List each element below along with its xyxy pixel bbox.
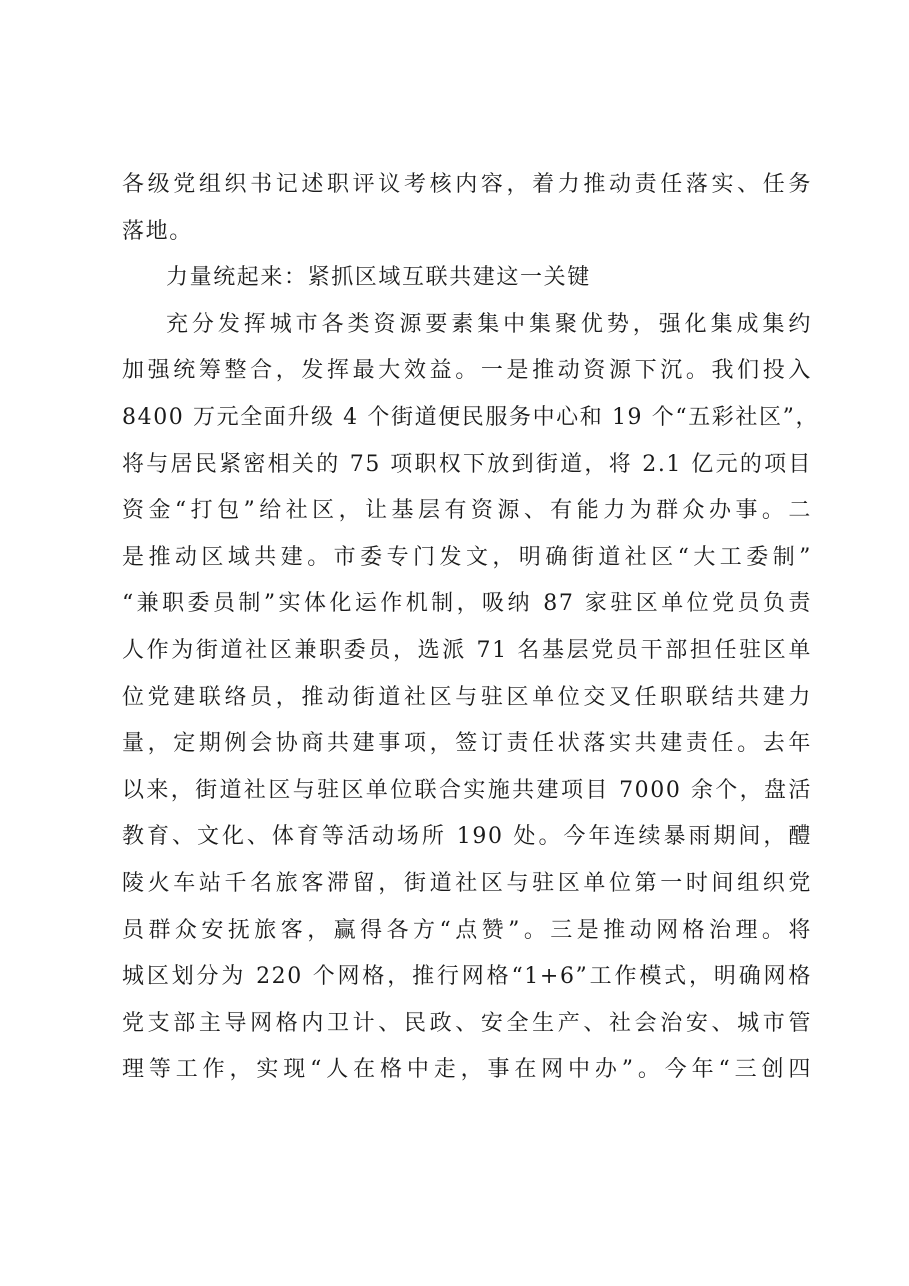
section-heading: 力量统起来：紧抓区域互联共建这一关键 [166, 265, 591, 291]
text-line: 资金“打包”给社区，让基层有资源、有能力为群众办事。二 [122, 498, 812, 524]
text-line: 党支部主导网格内卫计、民政、安全生产、社会治安、城市管 [122, 1010, 812, 1036]
text-line: 加强统筹整合，发挥最大效益。一是推动资源下沉。我们投入 [122, 358, 812, 384]
text-line: 各级党组织书记述职评议考核内容，着力推动责任落实、任务 [122, 172, 812, 197]
text-line: 量，定期例会协商共建事项，签订责任状落实共建责任。去年 [122, 731, 812, 757]
text-line: 落地。 [122, 218, 193, 244]
text-line: 城区划分为 220 个网格，推行网格“1+6”工作模式，明确网格 [122, 964, 812, 990]
text-line: 教育、文化、体育等活动场所 190 处。今年连续暴雨期间，醴 [122, 824, 812, 850]
text-line: 人作为街道社区兼职委员，选派 71 名基层党员干部担任驻区单 [122, 637, 812, 663]
text-line: 8400 万元全面升级 4 个街道便民服务中心和 19 个“五彩社区”， [122, 404, 820, 430]
text-line: 员群众安抚旅客，赢得各方“点赞”。三是推动网格治理。将 [122, 917, 812, 943]
text-line: 陵火车站千名旅客滞留，街道社区与驻区单位第一时间组织党 [122, 870, 812, 896]
text-line: 以来，街道社区与驻区单位联合实施共建项目 7000 余个，盘活 [122, 777, 812, 803]
text-line: 充分发挥城市各类资源要素集中集聚优势，强化集成集约 [166, 311, 812, 337]
text-line: 将与居民紧密相关的 75 项职权下放到街道，将 2.1 亿元的项目 [122, 451, 812, 477]
text-line: 位党建联络员，推动街道社区与驻区单位交叉任职联结共建力 [122, 684, 812, 710]
text-line: 理等工作，实现“人在格中走，事在网中办”。今年“三创四 [122, 1057, 812, 1083]
text-line: 是推动区域共建。市委专门发文，明确街道社区“大工委制” [122, 544, 812, 570]
text-line: “兼职委员制”实体化运作机制，吸纳 87 家驻区单位党员负责 [122, 591, 812, 617]
document-body [122, 162, 820, 1094]
